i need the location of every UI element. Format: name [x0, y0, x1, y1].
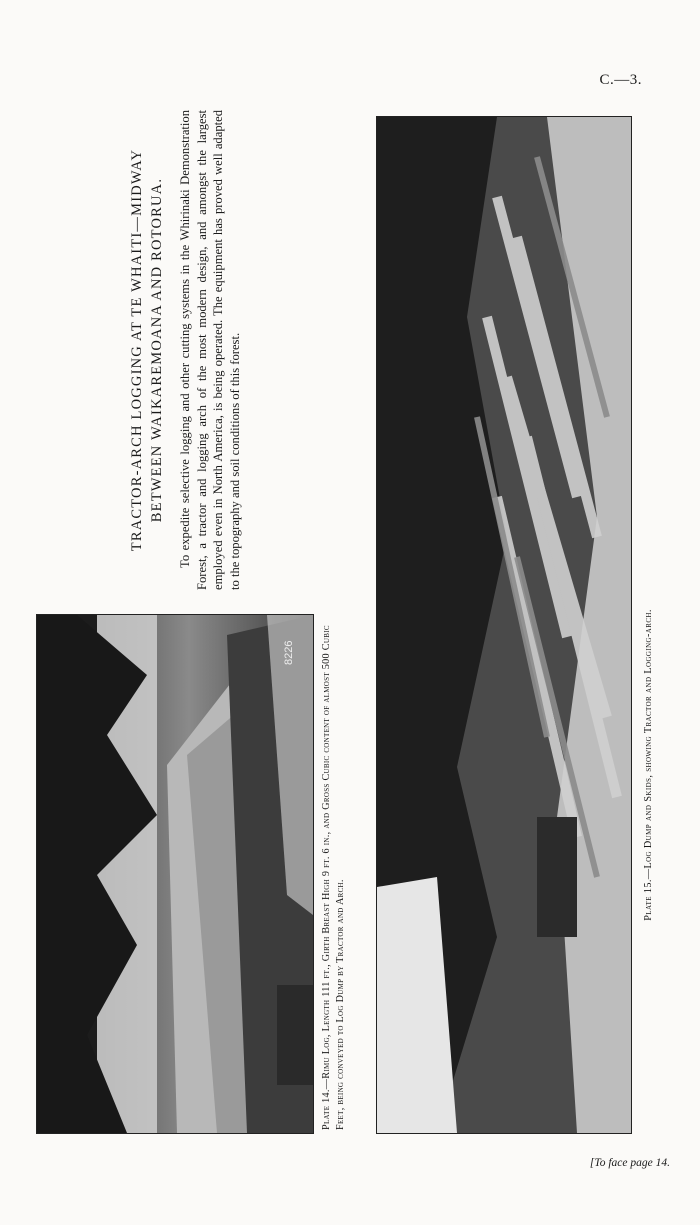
rimu-log-photo-image	[37, 615, 313, 1133]
article-title: TRACTOR-ARCH LOGGING AT TE WHAITI—MIDWAY BETWEEN WAIKAREMOANA AND ROTORUA.	[129, 148, 165, 552]
article-body: To expedite selective logging and other cutting systems in the Whirinaki Demonstration Forest, a tractor and logging arch of the most modern design, and amongst the largest employed even in North America, is being operated. The equipment has proved well adapted to the topography and soil conditions of this forest.	[178, 110, 242, 590]
plate-15-caption	[643, 400, 654, 1130]
plate-15-caption-text: Plate 15.—Log Dump and Skids, showing Tractor and Logging-arch.	[643, 609, 654, 921]
facing-page-note: [To face page 14.	[589, 1157, 670, 1169]
log-dump-photo-image	[377, 117, 631, 1133]
article-block	[128, 110, 244, 590]
page-reference: C.—3.	[599, 72, 642, 88]
plate-14-image-number: 8226	[283, 640, 295, 665]
plate-14-caption	[320, 610, 349, 1130]
plate-14-photo	[36, 614, 314, 1134]
plate-15-photo	[376, 116, 632, 1134]
plate-14-caption-text: Plate 14.—Rimu Log, Length 111 ft., Girth Breast High 9 ft. 6 in., and Gross Cubic content of almost 500 Cubic Feet, being conveyed to Log Dump by Tractor and Arch.	[321, 625, 347, 1130]
